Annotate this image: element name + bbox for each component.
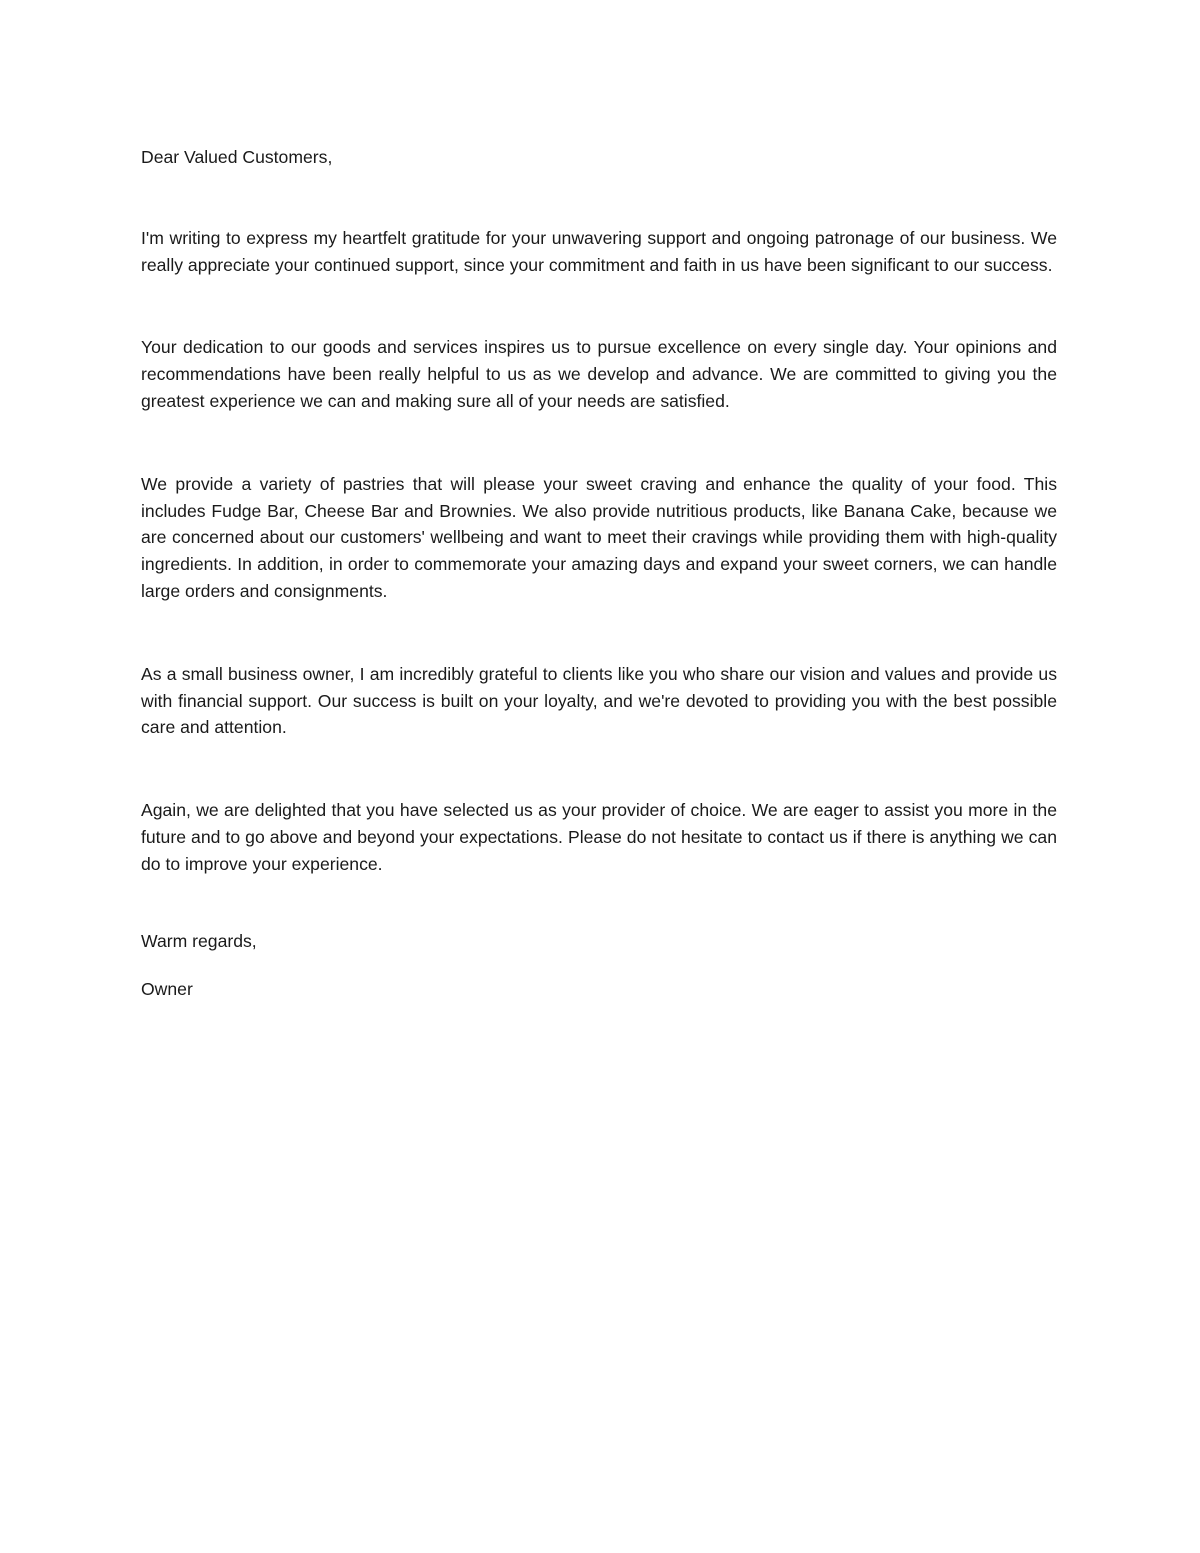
paragraph-products: We provide a variety of pastries that will please your sweet craving and enhance the quality of your food. This includes Fudge Bar, Cheese Bar and Brownies. We also provide nutritious products, like Banana Cake, because we are concerned about our customers' wellbeing and want to meet their cravings while providing them with high-quality ingredients. In addition, in order to commemorate your amazing days and expand your sweet corners, we can handle large orders and consignments. (141, 473, 1057, 601)
paragraph-small-business: As a small business owner, I am incredibly grateful to clients like you who share our vision and values and provide us with financial support. Our success is built on your loyalty, and we're devoted to providing you with the best possible care and attention. (141, 663, 1057, 738)
spacer (141, 171, 1057, 225)
paragraph-dedication: Your dedication to our goods and services inspires us to pursue excellence on every single day. Your opinions and recommendations have been really helpful to us as we develop and advance. We are committed to giving you the greatest experience we can and making sure all of your needs are satisfied. (141, 337, 1057, 411)
paragraph-again: Again, we are delighted that you have selected us as your provider of choice. We are eager to assist you more in the future and to go above and beyond your expectations. Please do not hesitate to contact us if there is anything we can do to improve your experience. (141, 800, 1057, 874)
salutation: Dear Valued Customers, (141, 147, 333, 167)
closing: Warm regards, (141, 930, 257, 951)
spacer (141, 605, 1057, 661)
paragraph-gratitude: I'm writing to express my heartfelt gratitude for your unwavering support and ongoing patronage of our business. We really appreciate your continued support, since your commitment and faith in us have been significant to our success. (141, 227, 1057, 275)
spacer (141, 741, 1057, 797)
spacer (141, 878, 1057, 928)
signature: Owner (141, 979, 193, 1000)
letter-body (141, 144, 1057, 1003)
spacer (141, 278, 1057, 334)
spacer (141, 415, 1057, 471)
